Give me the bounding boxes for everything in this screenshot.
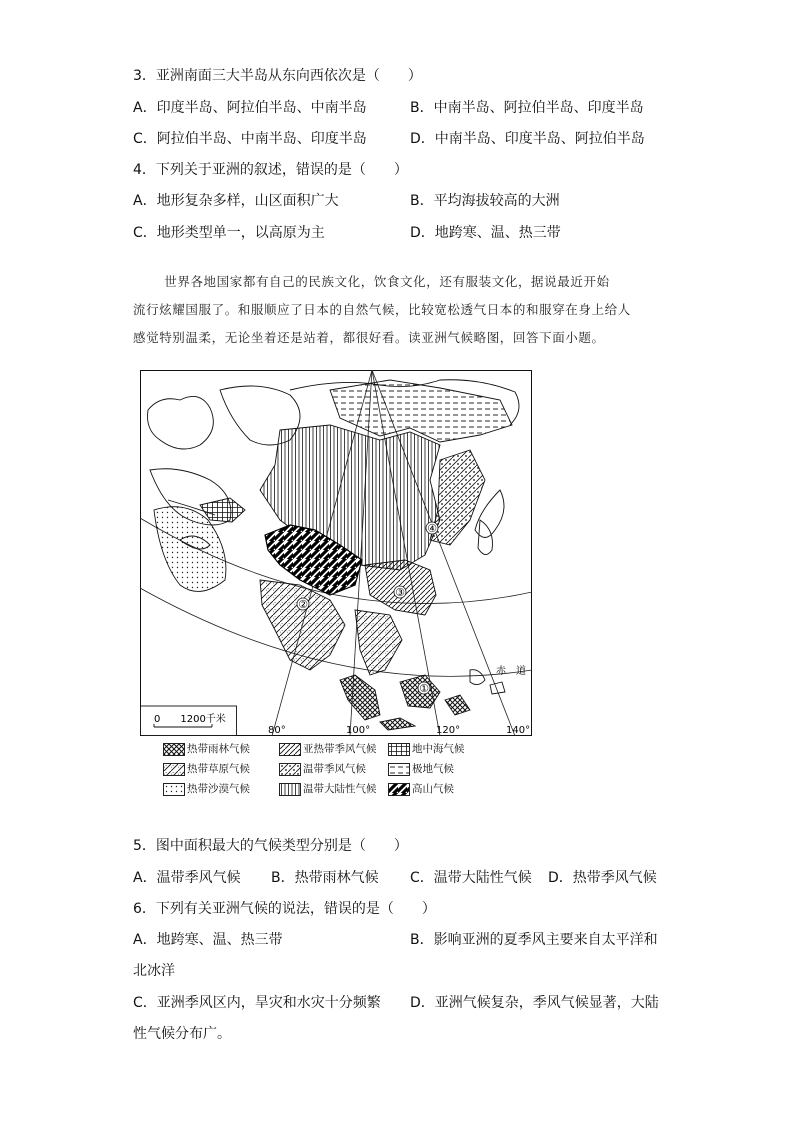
reading-passage [133, 268, 693, 352]
question-6-stem: 6．下列有关亚洲气候的说法，错误的是（ ） [133, 901, 436, 917]
question-4-option-d: D．地跨寒、温、热三带 [410, 225, 561, 241]
question-5-option-a: A．温带季风气候 [133, 870, 241, 886]
question-5-option-b: B．热带雨林气候 [271, 870, 379, 886]
marker-2: ② [298, 598, 308, 611]
question-3-option-d: D．中南半岛、印度半岛、阿拉伯半岛 [410, 131, 645, 147]
question-5-option-c: C．温带大陆性气候 [410, 870, 532, 886]
longitude-140: 140° [506, 725, 531, 736]
question-6-option-a: A．地跨寒、温、热三带 [133, 932, 283, 948]
question-5-option-d: D．热带季风气候 [548, 870, 657, 886]
question-4-option-b: B．平均海拔较高的大洲 [410, 193, 560, 209]
marker-3: ③ [395, 586, 405, 599]
question-6-option-d: D．亚洲气候复杂，季风气候显著，大陆 [410, 995, 659, 1011]
marker-1: ① [419, 682, 429, 695]
question-3-option-a: A．印度半岛、阿拉伯半岛、中南半岛 [133, 100, 367, 116]
question-6-option-b: B．影响亚洲的夏季风主要来自太平洋和 [410, 932, 658, 948]
passage-line-1: 世界各地国家都有自己的民族文化，饮食文化，还有服装文化，据说最近开始 [164, 274, 610, 289]
question-3-option-c: C．阿拉伯半岛、中南半岛、印度半岛 [133, 131, 367, 147]
question-4-option-c: C．地形类型单一，以高原为主 [133, 225, 325, 241]
question-4-stem: 4．下列关于亚洲的叙述，错误的是（ ） [133, 162, 408, 178]
question-5-stem: 5．图中面积最大的气候类型分别是（ ） [133, 838, 408, 854]
question-6-option-b-cont: 北冰洋 [133, 963, 175, 979]
marker-4: ④ [427, 522, 437, 535]
passage-line-2: 流行炫耀国服了。和服顺应了日本的自然气候，比较宽松透气日本的和服穿在身上给人 [133, 302, 631, 317]
scale-label: 0 1200千米 [154, 714, 226, 725]
map-legend: 热带雨林气候 亚热带季风气候 地中海气候 热带草原气候 温带季风气候 极地气候 热带沙漠气候 温带大陆性气候 高山气候 [163, 741, 483, 799]
longitude-120: 120° [436, 725, 461, 736]
asia-climate-map [140, 370, 532, 736]
equator-label: 赤 道 [496, 666, 526, 677]
longitude-80: 80° [268, 725, 286, 736]
question-6-option-d-cont: 性气候分布广。 [133, 1026, 231, 1042]
question-6-option-c: C．亚洲季风区内，旱灾和水灾十分频繁 [133, 995, 381, 1011]
question-4-option-a: A．地形复杂多样，山区面积广大 [133, 193, 339, 209]
question-3-option-b: B．中南半岛、阿拉伯半岛、印度半岛 [410, 100, 644, 116]
question-3-stem: 3．亚洲南面三大半岛从东向西依次是（ ） [133, 68, 422, 84]
passage-line-3: 感觉特别温柔，无论坐着还是站着，都很好看。读亚洲气候略图，回答下面小题。 [133, 330, 605, 345]
longitude-100: 100° [346, 725, 371, 736]
